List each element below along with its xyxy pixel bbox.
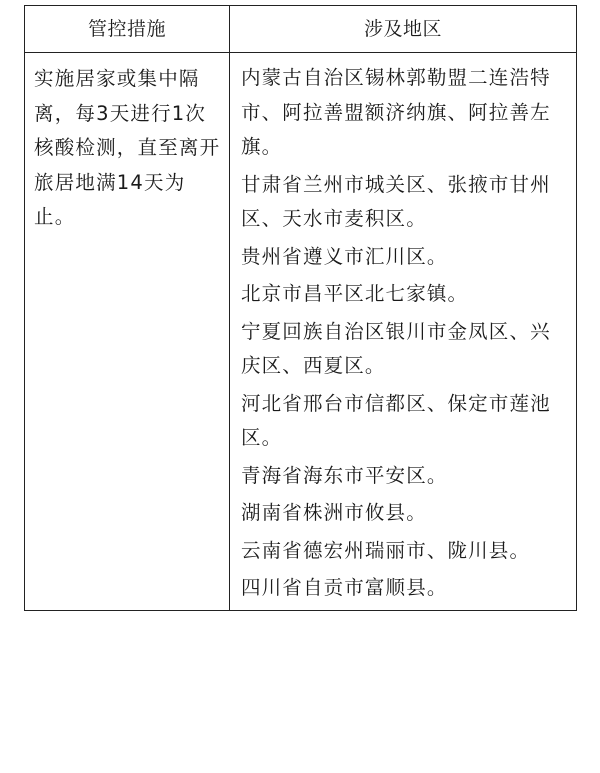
region-item: 湖南省株洲市攸县。	[241, 501, 427, 524]
region-item: 青海省海东市平安区。	[241, 463, 448, 487]
table-header-row	[25, 6, 577, 53]
region-item: 宁夏回族自治区银川市金凤区、兴庆区、西夏区。	[241, 319, 551, 377]
region-item: 甘肃省兰州市城关区、张掖市甘州区、天水市麦积区。	[241, 172, 551, 230]
region-item: 贵州省遵义市汇川区。	[241, 244, 448, 268]
header-measure-label: 管控措施	[87, 18, 166, 40]
header-regions	[230, 6, 577, 53]
region-item: 河北省邢台市信都区、保定市莲池区。	[241, 391, 551, 449]
region-item: 北京市昌平区北七家镇。	[241, 282, 469, 305]
region-item: 内蒙古自治区锡林郭勒盟二连浩特市、阿拉善盟额济纳旗、阿拉善左旗。	[241, 66, 551, 158]
table-row	[25, 53, 577, 611]
regions-cell	[230, 53, 577, 611]
measure-cell: 实施居家或集中隔离，每3天进行1次核酸检测，直至离开旅居地满14天为止。	[25, 53, 230, 611]
control-measures-table	[24, 5, 577, 611]
region-item: 云南省德宏州瑞丽市、陇川县。	[241, 538, 531, 562]
region-item: 四川省自贡市富顺县。	[241, 576, 448, 599]
header-measure	[25, 6, 230, 53]
header-regions-label: 涉及地区	[363, 18, 442, 40]
